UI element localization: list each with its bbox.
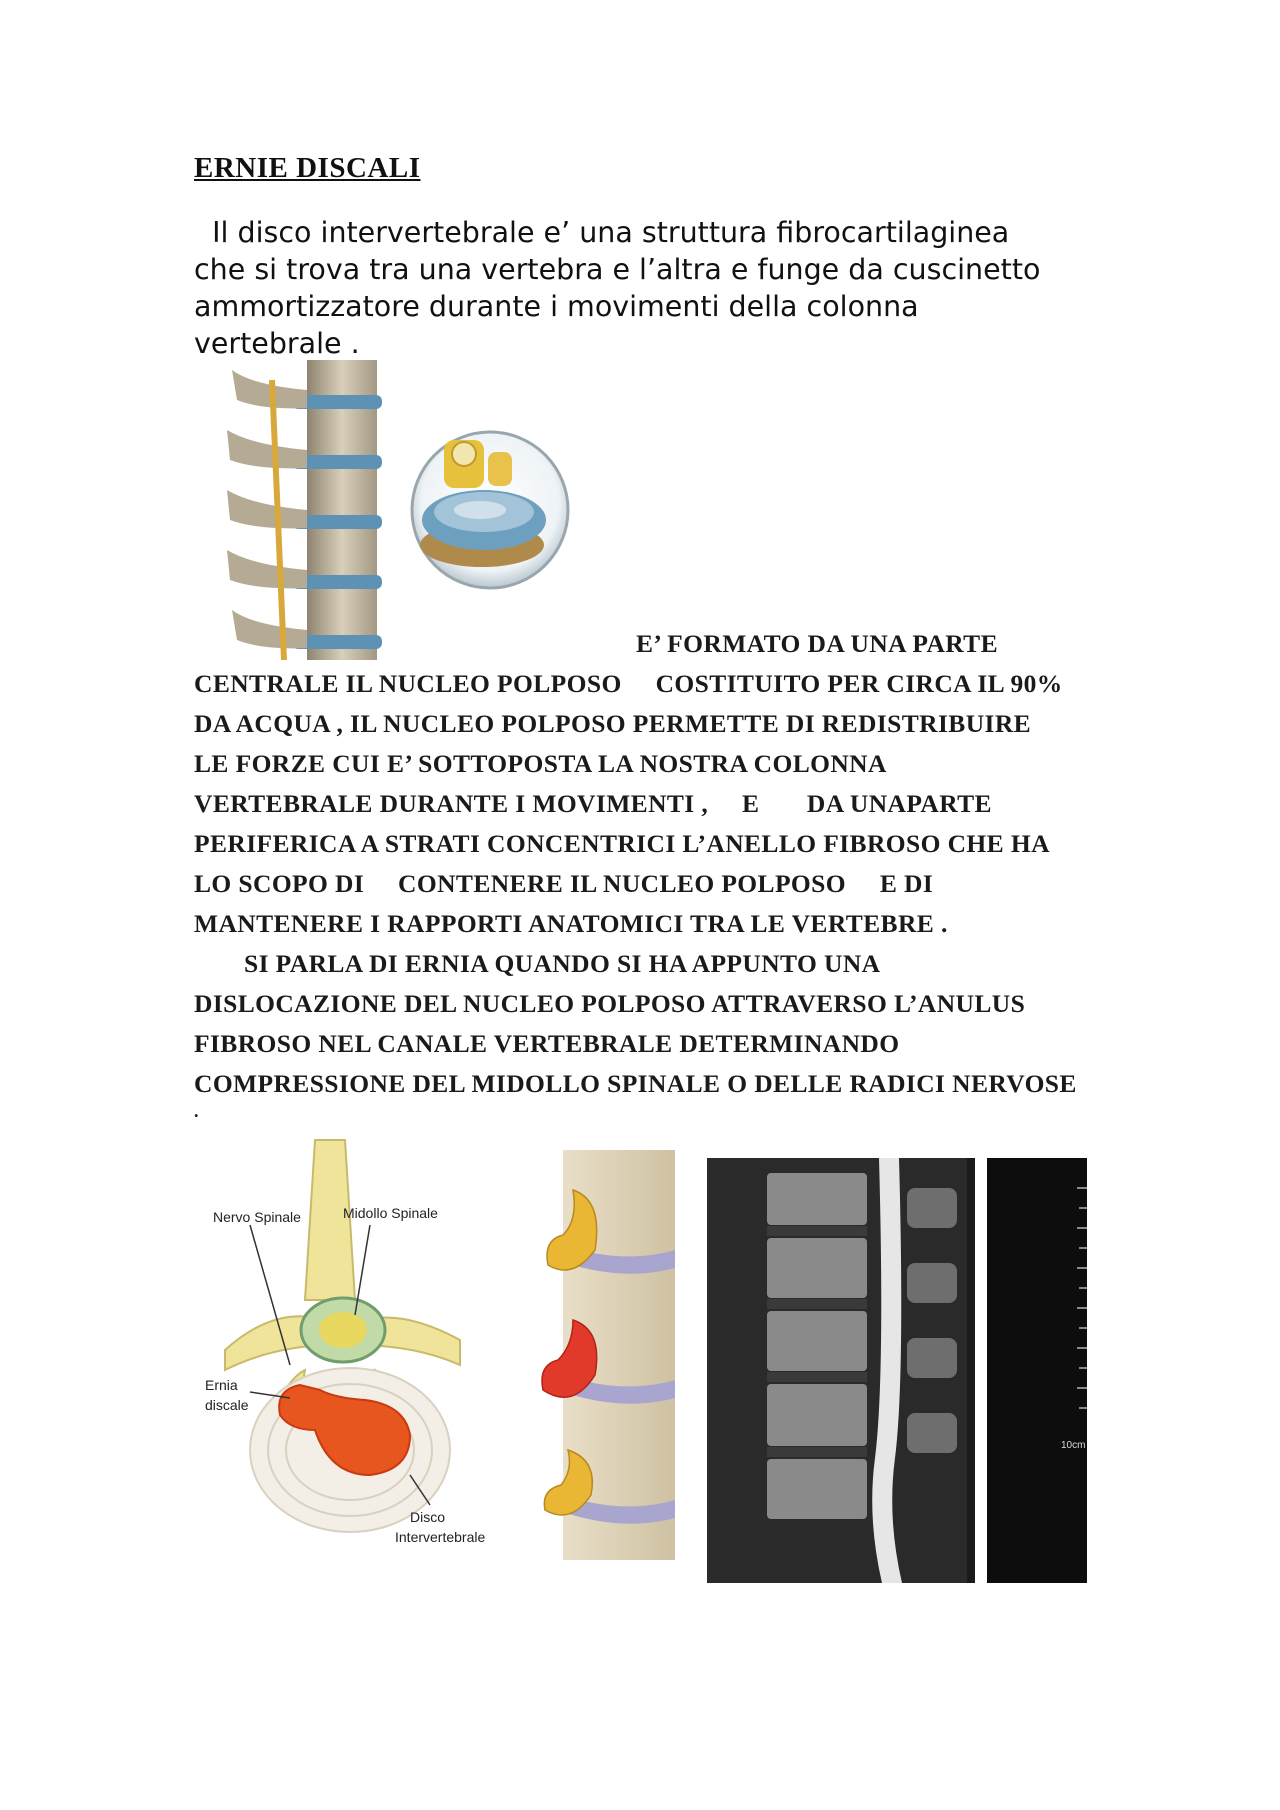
label-hernia-1: Ernia — [205, 1377, 238, 1393]
body-line: VERTEBRALE DURANTE I MOVIMENTI , E DA UNAPARTE — [194, 789, 992, 818]
body-line: LO SCOPO DI CONTENERE IL NUCLEO POLPOSO E DI — [194, 869, 934, 898]
body-line: DISLOCAZIONE DEL NUCLEO POLPOSO ATTRAVERSO L’ANULUS — [194, 989, 1026, 1018]
body-line: SI PARLA DI ERNIA QUANDO SI HA APPUNTO UNA — [244, 949, 881, 978]
lateral-spine-illustration — [533, 1150, 675, 1560]
body-line: PERIFERICA A STRATI CONCENTRICI L’ANELLO FIBROSO CHE HA — [194, 829, 1050, 858]
body-line: CENTRALE IL NUCLEO POLPOSO COSTITUITO PER CIRCA IL 90% — [194, 669, 1063, 698]
herniation-diagram — [205, 1130, 485, 1590]
body-line: E’ FORMATO DA UNA PARTE — [636, 629, 999, 658]
label-disc-1: Disco — [410, 1509, 446, 1525]
body-line: FIBROSO NEL CANALE VERTEBRALE DETERMINANDO — [194, 1029, 900, 1058]
label-nerve: Nervo Spinale — [213, 1209, 301, 1225]
intro-line: che si trova tra una vertebra e l’altra e funge da cuscinetto — [194, 253, 1041, 286]
intro-line: vertebrale . — [194, 327, 360, 360]
spine-disc-illustration — [212, 360, 572, 660]
mri-scan — [707, 1158, 1087, 1583]
intro-line: Il disco intervertebrale e’ una struttura fibrocartilaginea — [194, 216, 1010, 249]
body-line: COMPRESSIONE DEL MIDOLLO SPINALE O DELLE RADICI NERVOSE — [194, 1069, 1077, 1098]
label-disc-2: Intervertebrale — [395, 1529, 485, 1545]
body-line: DA ACQUA , IL NUCLEO POLPOSO PERMETTE DI REDISTRIBUIRE — [194, 709, 1032, 738]
page-title: ERNIE DISCALI — [194, 152, 421, 184]
label-hernia-2: discale — [205, 1397, 249, 1413]
body-paragraph — [194, 624, 1114, 1121]
intro-line: ammortizzatore durante i movimenti della colonna — [194, 290, 919, 323]
mri-scale-label: 10cm — [1061, 1440, 1086, 1451]
intro-paragraph — [194, 214, 1114, 362]
body-line: . — [194, 1101, 199, 1121]
label-cord: Midollo Spinale — [343, 1205, 438, 1221]
body-line: MANTENERE I RAPPORTI ANATOMICI TRA LE VERTEBRE . — [194, 909, 948, 938]
body-line: LE FORZE CUI E’ SOTTOPOSTA LA NOSTRA COLONNA — [194, 749, 887, 778]
